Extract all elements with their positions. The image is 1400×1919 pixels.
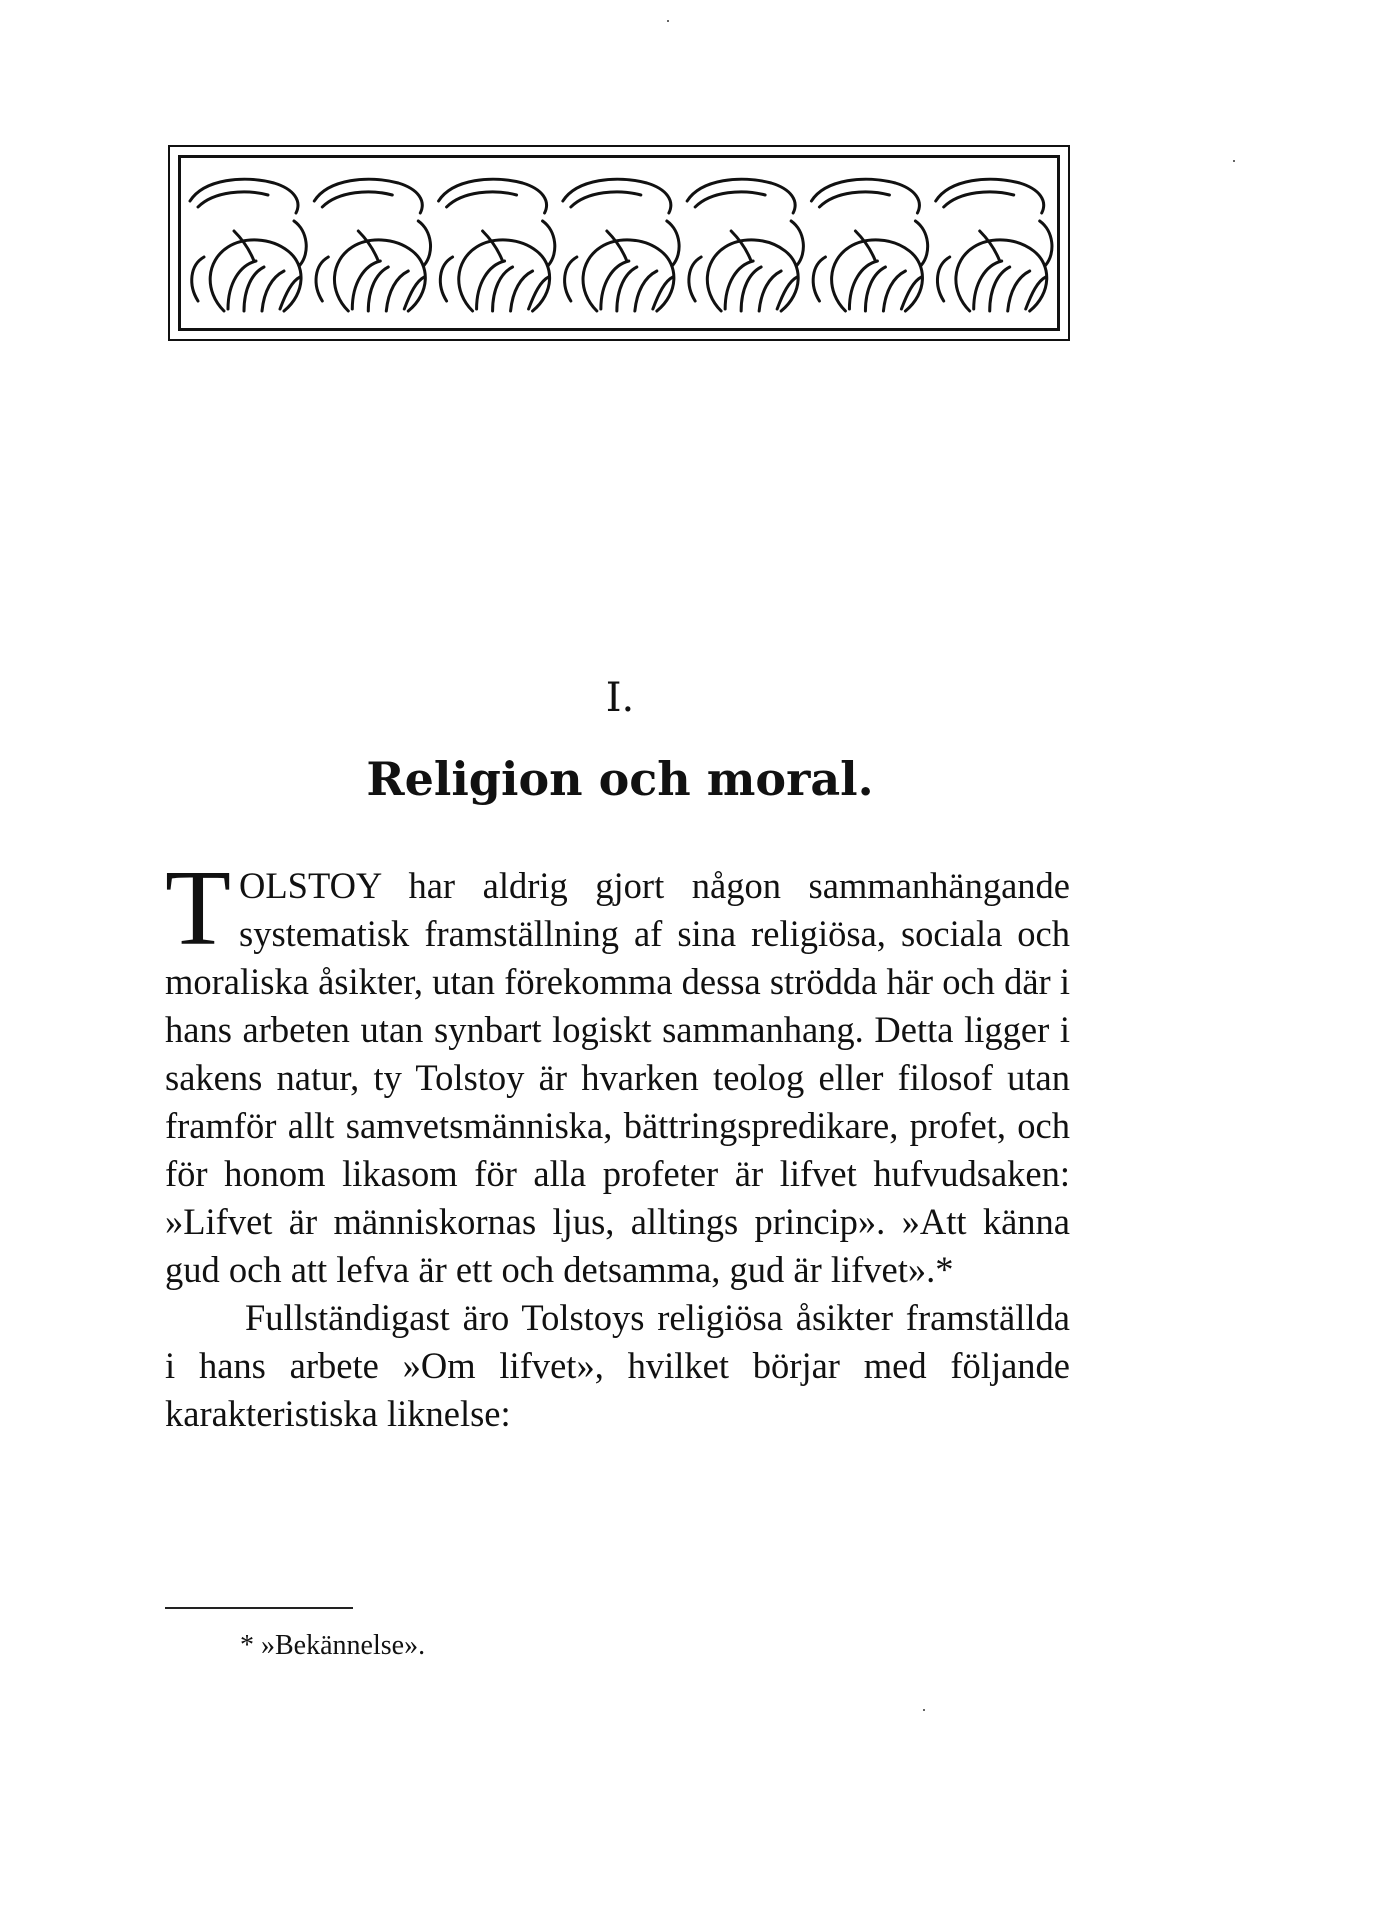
floral-motif-icon: [439, 179, 555, 311]
drop-cap: T: [165, 849, 231, 968]
footnote: * »Bekännelse».: [240, 1630, 426, 1661]
ornamental-header-border: [168, 145, 1070, 341]
floral-motif-icon: [563, 179, 679, 311]
floral-motif-icon: [936, 179, 1052, 311]
chapter-title: Religion och moral.: [366, 752, 874, 806]
chapter-number: I.: [605, 675, 635, 721]
paragraph-2: Fullständigast äro Tolstoys religiösa åsikter framställda i hans arbete »Om lifvet», hvilket börjar med följande karakteristiska liknelse:: [165, 1297, 1070, 1434]
paper-speck: [923, 1709, 925, 1711]
paragraph-1: [165, 849, 1070, 1294]
paragraph-1-text: OLSTOY har aldrig gjort någon sammanhängande systematisk framställning af sina religiösa, sociala och moraliska åsikter, utan förekomma dessa strödda här och där i hans arbeten utan synbart logiskt sammanhang. Detta ligger i sakens natur, ty Tolstoy är hvarken teolog eller filosof utan framför allt samvetsmänniska, bättringspredikare, profet, och för honom likasom för alla profeter är lifvet hufvudsaken: »Lifvet är människornas ljus, alltings princip». »Att känna gud och att lefva är ett och detsamma, gud är lifvet».*: [165, 865, 1070, 1290]
floral-motif-icon: [190, 179, 306, 311]
floral-motif-icon: [811, 179, 927, 311]
floral-motif-icon: [687, 179, 803, 311]
paper-speck: [667, 20, 669, 22]
footnote-divider: [165, 1607, 353, 1609]
floral-motif-icon: [314, 179, 430, 311]
body-text: [165, 849, 1070, 1438]
floral-ornament-icon: [184, 161, 1054, 325]
paper-speck: [1233, 160, 1235, 162]
